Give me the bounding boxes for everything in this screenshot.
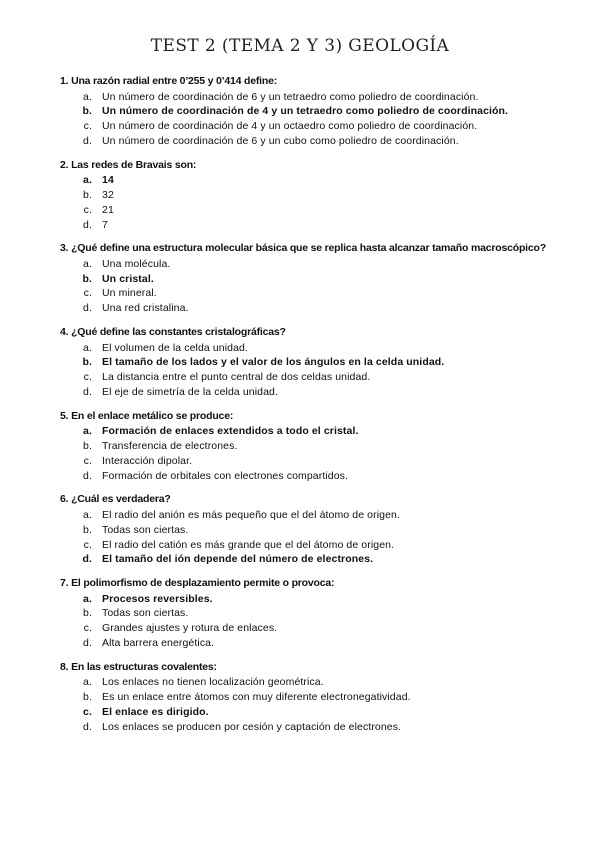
option-letter: c. xyxy=(83,622,92,635)
option-text: Interacción dipolar. xyxy=(102,454,193,467)
answer-option xyxy=(60,203,560,218)
question-7 xyxy=(60,576,560,651)
correct-answer-option xyxy=(60,705,560,720)
question-number: 2. xyxy=(60,158,69,171)
question-5 xyxy=(60,409,560,484)
answer-option xyxy=(60,257,560,272)
question-text xyxy=(60,492,560,507)
answer-option xyxy=(60,385,560,400)
option-text: Un número de coordinación de 6 y un cubo como poliedro de coordinación. xyxy=(102,134,459,147)
option-letter: b. xyxy=(82,272,92,285)
option-text: Formación de orbitales con electrones compartidos. xyxy=(102,469,349,482)
answer-option xyxy=(60,454,560,469)
option-text: El radio del catión es más grande que el del átomo de origen. xyxy=(102,538,395,551)
option-letter: a. xyxy=(83,341,92,354)
option-letter: b. xyxy=(83,691,92,704)
option-text: Una red cristalina. xyxy=(102,302,189,315)
option-letter: d. xyxy=(83,385,92,398)
option-letter: b. xyxy=(83,440,92,453)
option-text: Un cristal. xyxy=(102,272,154,285)
answer-option xyxy=(60,508,560,523)
answer-option xyxy=(60,606,560,621)
option-letter: d. xyxy=(82,553,92,566)
option-text: El enlace es dirigido. xyxy=(102,705,209,718)
option-letter: c. xyxy=(83,538,92,551)
answer-option xyxy=(60,134,560,149)
option-letter: a. xyxy=(83,592,92,605)
option-text: 21 xyxy=(102,203,114,216)
option-letter: d. xyxy=(83,637,92,650)
question-prompt: Las redes de Bravais son: xyxy=(71,158,197,171)
option-list xyxy=(60,424,560,483)
option-list xyxy=(60,173,560,232)
option-text: 14 xyxy=(102,174,114,187)
correct-answer-option xyxy=(60,272,560,287)
question-prompt: Una razón radial entre 0’255 y 0’414 define: xyxy=(71,75,278,87)
answer-option xyxy=(60,675,560,690)
question-prompt: ¿Qué define las constantes cristalográficas? xyxy=(71,326,286,339)
answer-option xyxy=(60,439,560,454)
option-list xyxy=(60,508,560,567)
answer-option xyxy=(60,720,560,735)
option-letter: a. xyxy=(83,90,92,103)
option-letter: b. xyxy=(83,523,92,536)
option-letter: d. xyxy=(83,720,92,733)
question-number: 6. xyxy=(60,493,69,506)
option-text: El tamaño de los lados y el valor de los ángulos en la celda unidad. xyxy=(102,356,445,369)
option-text: El tamaño del ión depende del número de electrones. xyxy=(102,553,374,566)
option-text: Una molécula. xyxy=(102,257,171,270)
question-text xyxy=(60,576,560,591)
question-prompt: ¿Cuál es verdadera? xyxy=(71,493,171,506)
option-text: Alta barrera energética. xyxy=(102,637,215,650)
question-text xyxy=(60,409,560,424)
option-list xyxy=(60,592,560,651)
question-prompt: En las estructuras covalentes: xyxy=(71,660,217,673)
question-number: 3. xyxy=(60,242,69,255)
question-number: 4. xyxy=(60,326,69,339)
answer-option xyxy=(60,370,560,385)
option-letter: c. xyxy=(83,120,92,133)
option-letter: b. xyxy=(83,607,92,620)
question-number: 1. xyxy=(60,75,69,87)
question-prompt: ¿Qué define una estructura molecular básica que se replica hasta alcanzar tamaño macroscópico? xyxy=(71,242,546,255)
correct-answer-option xyxy=(60,592,560,607)
option-list xyxy=(60,675,560,734)
answer-option xyxy=(60,286,560,301)
question-number: 7. xyxy=(60,577,69,590)
option-letter: a. xyxy=(83,174,92,187)
option-letter: d. xyxy=(83,469,92,482)
correct-answer-option xyxy=(60,173,560,188)
question-number: 5. xyxy=(60,409,69,422)
option-text: Los enlaces se producen por cesión y captación de electrones. xyxy=(102,720,402,733)
question-text xyxy=(60,241,560,256)
option-text: Un número de coordinación de 4 y un octaedro como poliedro de coordinación. xyxy=(102,120,478,133)
question-text xyxy=(60,74,560,89)
option-letter: d. xyxy=(83,134,92,147)
answer-option xyxy=(60,469,560,484)
option-text: Un mineral. xyxy=(102,287,157,300)
option-text: Todas son ciertas. xyxy=(102,523,189,536)
option-text: Todas son ciertas. xyxy=(102,607,189,620)
correct-answer-option xyxy=(60,104,560,119)
option-text: El radio del anión es más pequeño que el del átomo de origen. xyxy=(102,508,400,521)
answer-option xyxy=(60,90,560,105)
question-list xyxy=(60,74,560,744)
answer-option xyxy=(60,690,560,705)
answer-option xyxy=(60,341,560,356)
option-letter: a. xyxy=(83,676,92,689)
question-1 xyxy=(60,74,560,149)
option-letter: c. xyxy=(83,371,92,384)
option-text: El eje de simetría de la celda unidad. xyxy=(102,385,278,398)
option-list xyxy=(60,341,560,400)
correct-answer-option xyxy=(60,552,560,567)
option-letter: c. xyxy=(83,203,92,216)
page-title: TEST 2 (TEMA 2 Y 3) GEOLOGÍA xyxy=(150,36,450,56)
option-letter: c. xyxy=(83,705,92,718)
question-text xyxy=(60,660,560,675)
question-4 xyxy=(60,325,560,400)
option-letter: b. xyxy=(82,105,92,118)
correct-answer-option xyxy=(60,355,560,370)
question-3 xyxy=(60,241,560,316)
option-text: Es un enlace entre átomos con muy diferente electronegatividad. xyxy=(102,691,411,704)
answer-option xyxy=(60,119,560,134)
option-text: 32 xyxy=(102,188,114,201)
question-number: 8. xyxy=(60,660,69,673)
answer-option xyxy=(60,188,560,203)
option-letter: c. xyxy=(83,454,92,467)
answer-option xyxy=(60,523,560,538)
question-6 xyxy=(60,492,560,567)
question-text xyxy=(60,158,560,173)
question-prompt: En el enlace metálico se produce: xyxy=(71,409,234,422)
answer-option xyxy=(60,538,560,553)
question-prompt: El polimorfismo de desplazamiento permite o provoca: xyxy=(71,577,335,590)
option-text: Los enlaces no tienen localización geométrica. xyxy=(102,676,324,689)
option-text: La distancia entre el punto central de dos celdas unidad. xyxy=(102,371,371,384)
option-letter: d. xyxy=(83,302,92,315)
option-letter: a. xyxy=(83,257,92,270)
question-8 xyxy=(60,660,560,735)
option-letter: a. xyxy=(83,508,92,521)
option-text: Formación de enlaces extendidos a todo el cristal. xyxy=(102,425,359,438)
option-letter: c. xyxy=(83,287,92,300)
option-letter: a. xyxy=(83,425,92,438)
option-text: Grandes ajustes y rotura de enlaces. xyxy=(102,622,278,635)
answer-option xyxy=(60,621,560,636)
answer-option xyxy=(60,636,560,651)
option-list xyxy=(60,257,560,316)
option-text: Un número de coordinación de 6 y un tetraedro como poliedro de coordinación. xyxy=(102,90,479,103)
option-letter: b. xyxy=(83,188,92,201)
answer-option xyxy=(60,301,560,316)
question-text xyxy=(60,325,560,340)
option-text: Procesos reversibles. xyxy=(102,592,213,605)
option-text: Transferencia de electrones. xyxy=(102,440,238,453)
option-text: Un número de coordinación de 4 y un tetraedro como poliedro de coordinación. xyxy=(102,105,509,118)
option-letter: b. xyxy=(82,356,92,369)
option-text: 7 xyxy=(102,218,108,231)
correct-answer-option xyxy=(60,424,560,439)
option-letter: d. xyxy=(83,218,92,231)
answer-option xyxy=(60,218,560,233)
question-2 xyxy=(60,158,560,233)
option-text: El volumen de la celda unidad. xyxy=(102,341,249,354)
option-list xyxy=(60,90,560,149)
